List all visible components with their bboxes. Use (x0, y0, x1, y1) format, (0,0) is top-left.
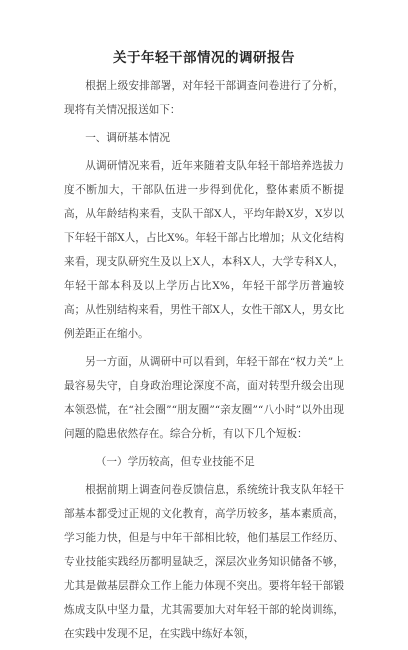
subsection-heading: （一）学历较高，但专业技能不足 (95, 456, 255, 468)
paragraph: 根据前期上调查问卷反馈信息，系统统计我支队年轻干部基本都受过正规的文化教育，高学历较多，基本素质高，学习能力快，但是与中年干部相比较，他们基层工作经历、专业技能实践经历都明显缺乏，深层次业务知识储备不够，尤其是做基层群众工作上能力体现不突出。要将年轻干部锻炼成支队中坚力量，尤其需要加大对年轻干部的轮岗训练，在实践中发现不足，在实践中练好本领， (64, 484, 344, 640)
paragraph: 另一方面，从调研中可以看到，年轻干部在“权力关”上最容易失守，自身政治理论深度不高，面对转型升级会出现本领恐慌，在“社会圈”“朋友圈”“亲友圈”“八小时”以外出现问题的隐患依然存在。综合分析，有以下几个短板： (64, 356, 344, 440)
section-heading: 一、调研基本情况 (85, 132, 170, 144)
document-title: 关于年轻干部情况的调研报告 (113, 50, 295, 66)
paragraph: 从调研情况来看，近年来随着支队年轻干部培养选拔力度不断加大，干部队伍进一步得到优化，整体素质不断提高，从年龄结构来看，支队干部X人，平均年龄X岁，X岁以下年轻干部X人，占比X%。年轻干部占比增加；从文化结构来看，现支队研究生及以上X人，本科X人，大学专科X人，年轻干部本科及以上学历占比X%，年轻干部学历普遍较高；从性别结构来看，男性干部X人，女性干部X人，男女比例差距正在缩小。 (64, 160, 344, 340)
document-body (64, 74, 344, 650)
intro-paragraph: 根据上级安排部署，对年轻干部调查问卷进行了分析，现将有关情况报送如下： (64, 80, 344, 116)
